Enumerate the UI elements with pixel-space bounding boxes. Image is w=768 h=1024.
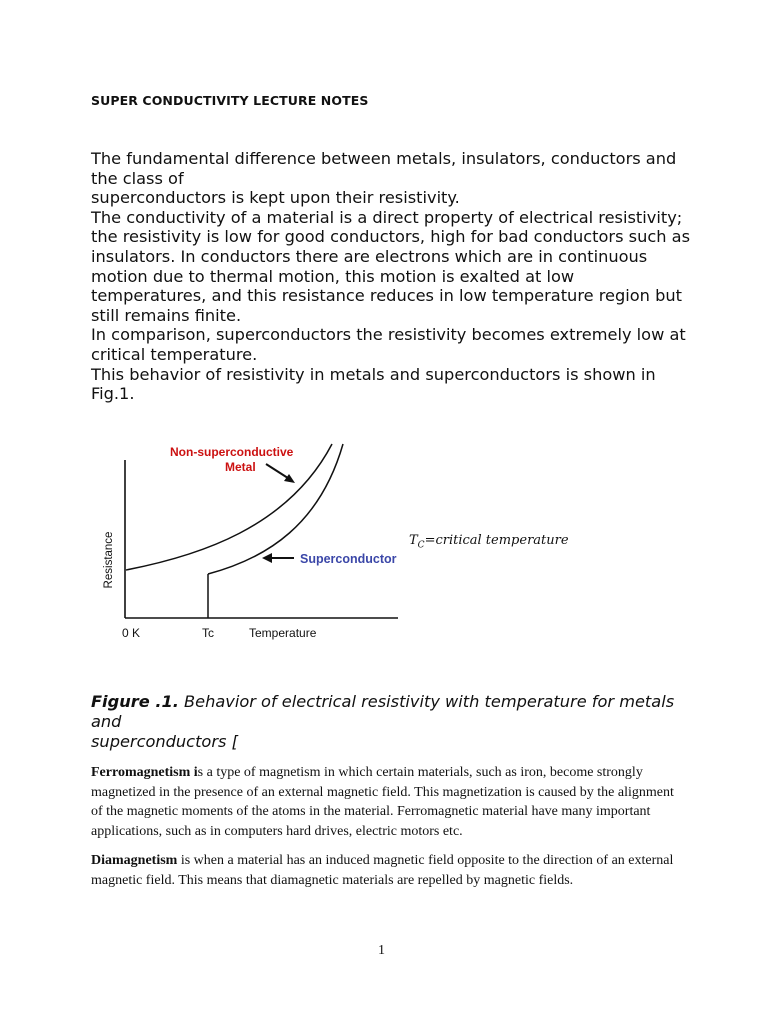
ferromagnetism-term: Ferromagnetism i bbox=[91, 765, 198, 780]
resistance-figure bbox=[88, 428, 418, 648]
page-number: 1 bbox=[378, 943, 385, 958]
intro-line: superconductors is kept upon their resistivity. bbox=[91, 188, 460, 208]
tc-symbol: T bbox=[409, 533, 418, 548]
intro-line: In comparison, superconductors the resistivity becomes extremely low at critical temperature. bbox=[91, 325, 686, 364]
intro-line: The conductivity of a material is a direct property of electrical resistivity; the resistivity is low for good conductors, high for bad conductors such as insulators. In conductors there are electrons which are in continuous motion due to thermal motion, this motion is exalted at low temperatures, and this resistance reduces in low temperature region but still remains finite. bbox=[91, 207, 691, 325]
intro-line: This behavior of resistivity in metals and superconductors is shown in Fig.1. bbox=[91, 364, 656, 404]
tick-origin: 0 K bbox=[122, 626, 141, 640]
superconductor-arrowhead bbox=[262, 553, 272, 563]
ferromagnetism-body: s a type of magnetism in which certain materials, such as iron, become strongly magnetized in the presence of an external magnetic field. This magnetization is caused by the alignment of the magnetic moments of the atoms in the material. Ferromagnetic material have many important applications, such as in computers hard drives, electric motors etc. bbox=[91, 765, 674, 839]
caption-prefix: Figure .1. bbox=[91, 692, 179, 711]
ferromagnetism-paragraph bbox=[91, 763, 681, 841]
diamagnetism-paragraph bbox=[91, 851, 681, 890]
diamagnetism-body: is when a material has an induced magnetic field opposite to the direction of an external magnetic field. This means that diamagnetic materials are repelled by magnetic fields. bbox=[91, 853, 674, 888]
superconductor-label: Superconductor bbox=[300, 552, 397, 566]
metal-label: Metal bbox=[225, 460, 256, 474]
tc-text: =critical temperature bbox=[424, 533, 569, 548]
page-title: SUPER CONDUCTIVITY LECTURE NOTES bbox=[91, 93, 369, 108]
diamagnetism-term: Diamagnetism bbox=[91, 853, 178, 868]
intro-text bbox=[91, 149, 691, 404]
tc-definition bbox=[409, 533, 569, 551]
metal-arrowhead bbox=[284, 474, 295, 483]
intro-line: The fundamental difference between metals, insulators, conductors and the class of bbox=[91, 149, 677, 188]
tick-tc: Tc bbox=[202, 626, 214, 640]
y-axis-label: Resistance bbox=[103, 531, 115, 589]
caption-line2: superconductors [ bbox=[91, 732, 238, 751]
resistance-graph bbox=[88, 428, 418, 648]
x-axis-label: Temperature bbox=[249, 626, 317, 640]
tc-subscript: C bbox=[417, 540, 425, 551]
figure-caption bbox=[91, 692, 691, 752]
metal-label: Non-superconductive bbox=[170, 445, 294, 459]
caption-text: Behavior of electrical resistivity with temperature for metals and bbox=[91, 692, 675, 731]
